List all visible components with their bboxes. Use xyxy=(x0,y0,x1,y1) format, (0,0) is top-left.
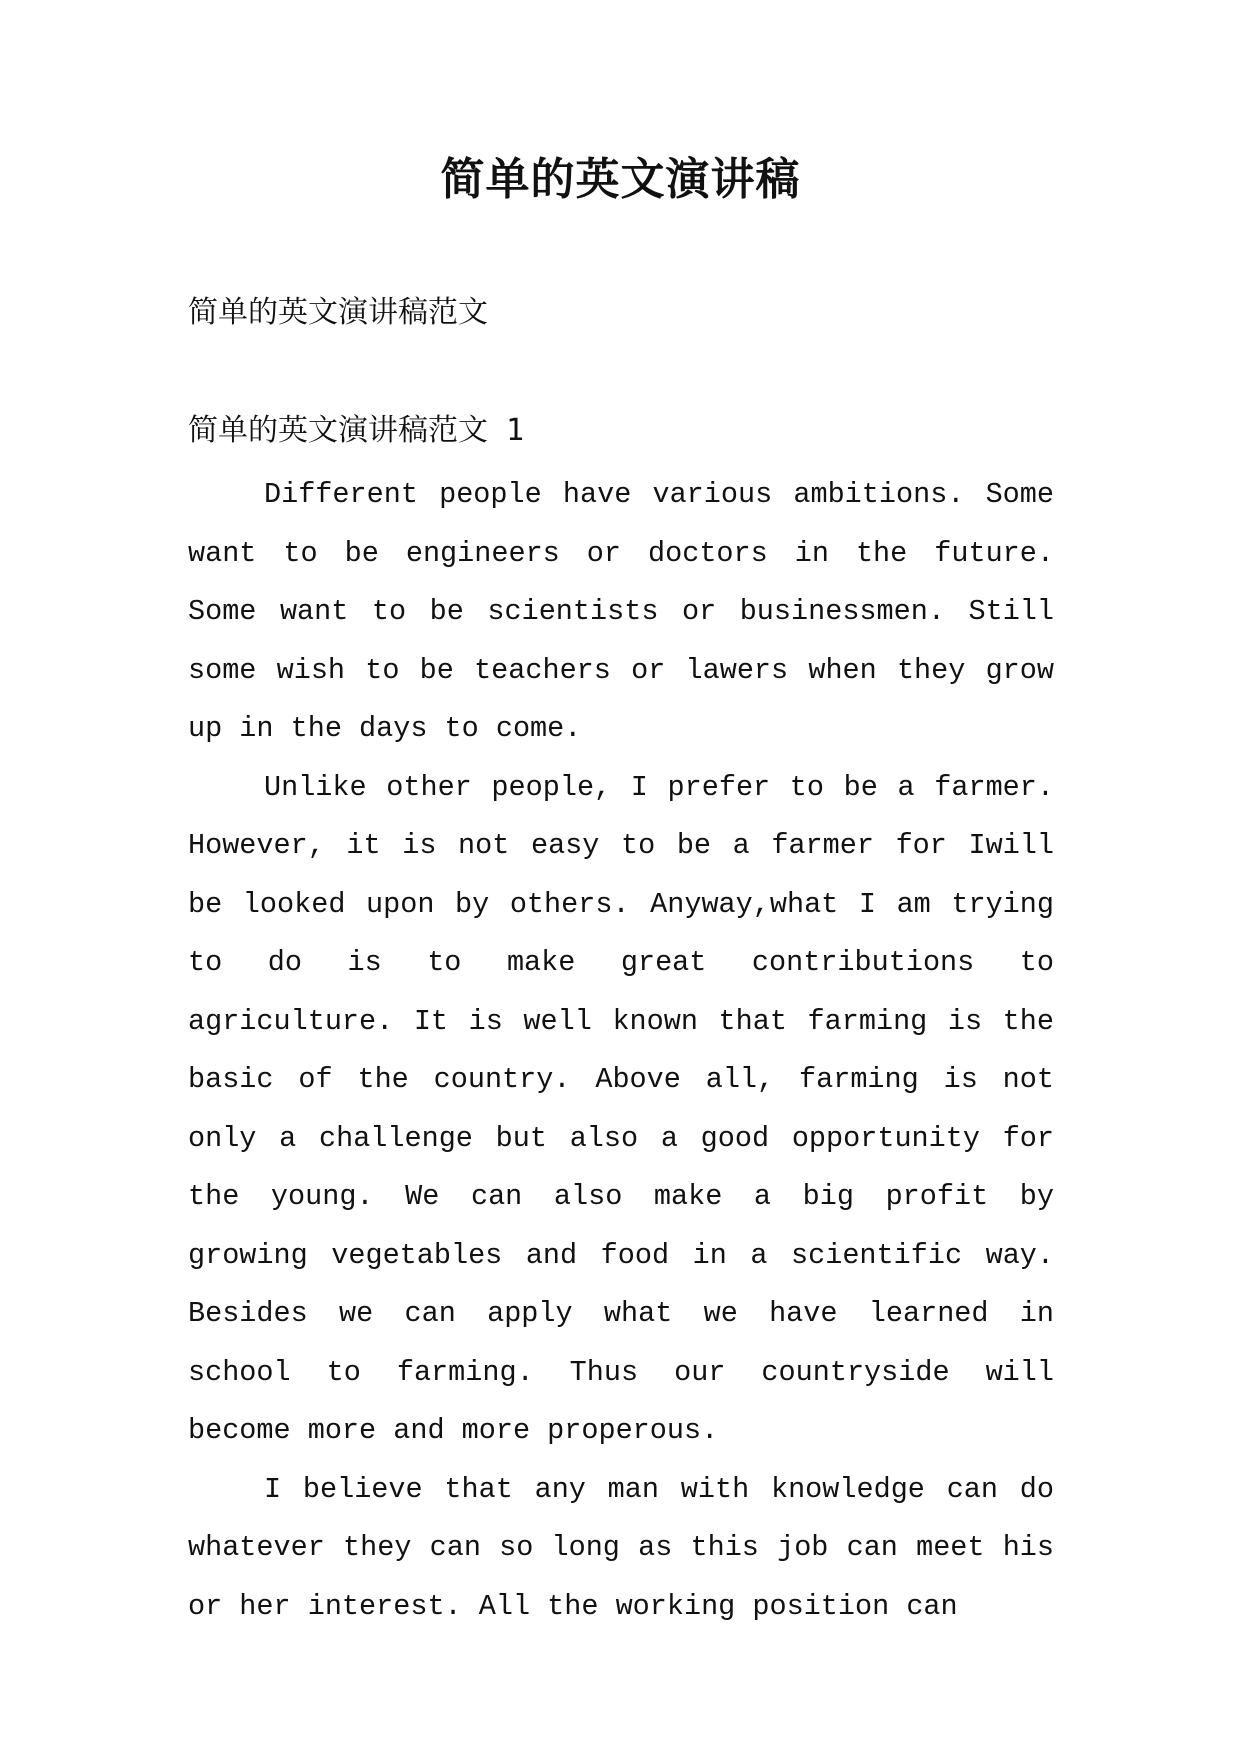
document-subtitle: 简单的英文演讲稿范文 xyxy=(188,295,488,330)
paragraph-ambitions: Different people have various ambitions. Some want to be engineers or doctors in the future. Some want to be scientists or businessmen. Still some wish to be teachers or lawers when they grow up in the days to come. xyxy=(188,478,1054,745)
document-title: 简单的英文演讲稿 xyxy=(440,154,801,205)
section-heading: 简单的英文演讲稿范文 1 xyxy=(188,413,525,448)
paragraph-farmer: Unlike other people, I prefer to be a farmer. However, it is not easy to be a farmer for Iwill be looked upon by others. Anyway,what I am trying to do is to make great contributions to agriculture. It is well known that farming is the basic of the country. Above all, farming is not only a challenge but also a good opportunity for the young. We can also make a big profit by growing vegetables and food in a scientific way. Besides we can apply what we have learned in school to farming. Thus our countryside will become more and more properous. xyxy=(188,770,1054,1447)
paragraph-knowledge: I believe that any man with knowledge can do whatever they can so long as this job can meet his or her interest. All the working position can xyxy=(188,1472,1054,1623)
speech-body xyxy=(188,466,1054,1636)
